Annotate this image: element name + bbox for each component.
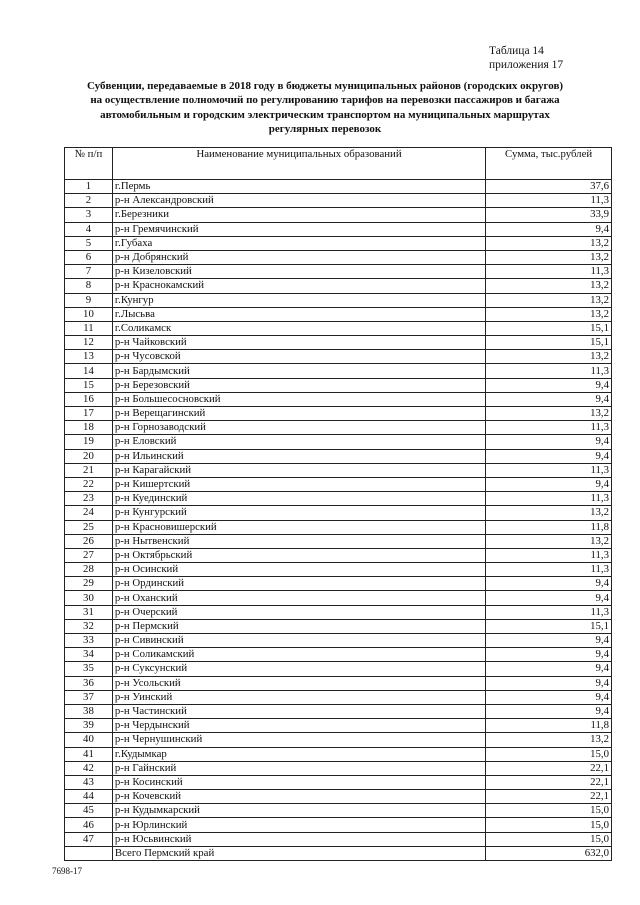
table-row bbox=[65, 548, 612, 562]
row-number: 1 bbox=[65, 180, 113, 194]
row-number: 32 bbox=[65, 619, 113, 633]
row-name: р-н Пермский bbox=[112, 619, 485, 633]
row-name: р-н Бардымский bbox=[112, 364, 485, 378]
table-row bbox=[65, 563, 612, 577]
row-name: р-н Красновишерский bbox=[112, 520, 485, 534]
row-number: 37 bbox=[65, 690, 113, 704]
table-row bbox=[65, 236, 612, 250]
row-sum: 11,3 bbox=[486, 605, 612, 619]
row-name: г.Соликамск bbox=[112, 321, 485, 335]
row-number: 4 bbox=[65, 222, 113, 236]
row-sum: 37,6 bbox=[486, 180, 612, 194]
table-row bbox=[65, 435, 612, 449]
row-sum: 11,3 bbox=[486, 364, 612, 378]
row-number: 22 bbox=[65, 477, 113, 491]
table-row bbox=[65, 605, 612, 619]
document-title bbox=[60, 79, 590, 137]
row-sum: 11,8 bbox=[486, 520, 612, 534]
title-line: Субвенции, передаваемые в 2018 году в бюджеты муниципальных районов (городских округов) bbox=[86, 80, 564, 92]
row-number: 10 bbox=[65, 307, 113, 321]
table-row bbox=[65, 378, 612, 392]
row-number: 5 bbox=[65, 236, 113, 250]
total-label: Всего Пермский край bbox=[112, 846, 485, 860]
row-name: р-н Суксунский bbox=[112, 662, 485, 676]
row-number: 40 bbox=[65, 733, 113, 747]
row-number: 19 bbox=[65, 435, 113, 449]
row-sum: 11,3 bbox=[486, 463, 612, 477]
row-sum: 9,4 bbox=[486, 676, 612, 690]
row-sum: 13,2 bbox=[486, 279, 612, 293]
row-number: 20 bbox=[65, 449, 113, 463]
table-row bbox=[65, 222, 612, 236]
row-name: р-н Березовский bbox=[112, 378, 485, 392]
table-row bbox=[65, 336, 612, 350]
row-number: 41 bbox=[65, 747, 113, 761]
row-number: 14 bbox=[65, 364, 113, 378]
row-sum: 15,1 bbox=[486, 336, 612, 350]
row-sum: 11,8 bbox=[486, 719, 612, 733]
row-sum: 11,3 bbox=[486, 194, 612, 208]
row-name: р-н Большесосновский bbox=[112, 392, 485, 406]
row-sum: 13,2 bbox=[486, 250, 612, 264]
row-name: р-н Ординский bbox=[112, 577, 485, 591]
row-name: р-н Кишертский bbox=[112, 477, 485, 491]
row-name: р-н Кунгурский bbox=[112, 506, 485, 520]
table-row bbox=[65, 208, 612, 222]
row-name: р-н Частинский bbox=[112, 704, 485, 718]
table-row bbox=[65, 293, 612, 307]
row-number: 27 bbox=[65, 548, 113, 562]
row-sum: 9,4 bbox=[486, 690, 612, 704]
table-row bbox=[65, 761, 612, 775]
table-row bbox=[65, 506, 612, 520]
table-row bbox=[65, 364, 612, 378]
row-sum: 9,4 bbox=[486, 449, 612, 463]
row-name: р-н Юсьвинский bbox=[112, 832, 485, 846]
row-sum: 9,4 bbox=[486, 648, 612, 662]
row-sum: 13,2 bbox=[486, 350, 612, 364]
row-number: 16 bbox=[65, 392, 113, 406]
row-sum: 13,2 bbox=[486, 733, 612, 747]
annex-number: приложения 17 bbox=[489, 59, 564, 71]
table-body bbox=[65, 180, 612, 861]
table-row bbox=[65, 648, 612, 662]
row-name: р-н Горнозаводский bbox=[112, 421, 485, 435]
row-number: 33 bbox=[65, 634, 113, 648]
row-number: 31 bbox=[65, 605, 113, 619]
row-number: 11 bbox=[65, 321, 113, 335]
table-row bbox=[65, 463, 612, 477]
row-name: р-н Уинский bbox=[112, 690, 485, 704]
row-name: р-н Карагайский bbox=[112, 463, 485, 477]
row-number: 28 bbox=[65, 563, 113, 577]
row-name: г.Губаха bbox=[112, 236, 485, 250]
table-row bbox=[65, 279, 612, 293]
header-name: Наименование муниципальных образований bbox=[112, 148, 485, 180]
title-line: на осуществление полномочий по регулированию тарифов на перевозки пассажиров и багажа bbox=[90, 94, 560, 107]
row-sum: 9,4 bbox=[486, 662, 612, 676]
table-row bbox=[65, 662, 612, 676]
table-row bbox=[65, 818, 612, 832]
row-sum: 11,3 bbox=[486, 265, 612, 279]
row-number: 6 bbox=[65, 250, 113, 264]
row-number: 13 bbox=[65, 350, 113, 364]
row-number: 43 bbox=[65, 775, 113, 789]
row-sum: 9,4 bbox=[486, 477, 612, 491]
row-sum: 15,0 bbox=[486, 747, 612, 761]
row-name: р-н Юрлинский bbox=[112, 818, 485, 832]
row-sum: 15,0 bbox=[486, 804, 612, 818]
row-name: р-н Чусовской bbox=[112, 350, 485, 364]
row-number: 42 bbox=[65, 761, 113, 775]
table-row bbox=[65, 307, 612, 321]
table-row bbox=[65, 407, 612, 421]
row-name: р-н Осинский bbox=[112, 563, 485, 577]
table-row bbox=[65, 194, 612, 208]
table-row bbox=[65, 350, 612, 364]
table-row bbox=[65, 690, 612, 704]
row-name: р-н Соликамский bbox=[112, 648, 485, 662]
table-row bbox=[65, 790, 612, 804]
row-name: р-н Октябрьский bbox=[112, 548, 485, 562]
table-row bbox=[65, 804, 612, 818]
title-line: автомобильным и городским электрическим транспортом на муниципальных маршрутах bbox=[100, 108, 550, 121]
row-sum: 33,9 bbox=[486, 208, 612, 222]
table-row bbox=[65, 591, 612, 605]
total-sum: 632,0 bbox=[486, 846, 612, 860]
row-name: г.Пермь bbox=[112, 180, 485, 194]
row-name: р-н Чернушинский bbox=[112, 733, 485, 747]
header-sum: Сумма, тыс.рублей bbox=[486, 148, 612, 180]
total-number-cell bbox=[65, 846, 113, 860]
row-sum: 13,2 bbox=[486, 506, 612, 520]
row-number: 24 bbox=[65, 506, 113, 520]
row-sum: 15,1 bbox=[486, 321, 612, 335]
row-name: р-н Кизеловский bbox=[112, 265, 485, 279]
row-sum: 11,3 bbox=[486, 563, 612, 577]
row-sum: 9,4 bbox=[486, 392, 612, 406]
row-sum: 13,2 bbox=[486, 236, 612, 250]
row-sum: 13,2 bbox=[486, 307, 612, 321]
row-number: 47 bbox=[65, 832, 113, 846]
row-name: р-н Кочевский bbox=[112, 790, 485, 804]
table-row bbox=[65, 520, 612, 534]
row-number: 35 bbox=[65, 662, 113, 676]
row-name: г.Кудымкар bbox=[112, 747, 485, 761]
table-number: Таблица 14 bbox=[489, 45, 544, 57]
table-reference bbox=[489, 44, 563, 72]
row-sum: 9,4 bbox=[486, 634, 612, 648]
row-sum: 11,3 bbox=[486, 421, 612, 435]
row-name: р-н Краснокамский bbox=[112, 279, 485, 293]
row-number: 45 bbox=[65, 804, 113, 818]
row-sum: 9,4 bbox=[486, 577, 612, 591]
row-number: 15 bbox=[65, 378, 113, 392]
table-row bbox=[65, 704, 612, 718]
row-number: 3 bbox=[65, 208, 113, 222]
row-name: г.Лысьва bbox=[112, 307, 485, 321]
table-row bbox=[65, 775, 612, 789]
row-sum: 11,3 bbox=[486, 548, 612, 562]
header-number: № п/п bbox=[65, 148, 113, 180]
table-row bbox=[65, 180, 612, 194]
table-row bbox=[65, 577, 612, 591]
row-name: р-н Кудымкарский bbox=[112, 804, 485, 818]
row-number: 7 bbox=[65, 265, 113, 279]
row-sum: 22,1 bbox=[486, 790, 612, 804]
row-number: 29 bbox=[65, 577, 113, 591]
row-name: г.Березники bbox=[112, 208, 485, 222]
row-number: 36 bbox=[65, 676, 113, 690]
row-sum: 13,2 bbox=[486, 293, 612, 307]
row-name: г.Кунгур bbox=[112, 293, 485, 307]
row-sum: 15,0 bbox=[486, 832, 612, 846]
table-row bbox=[65, 250, 612, 264]
title-line: регулярных перевозок bbox=[268, 123, 382, 136]
table-row bbox=[65, 449, 612, 463]
row-sum: 13,2 bbox=[486, 534, 612, 548]
row-number: 2 bbox=[65, 194, 113, 208]
row-name: р-н Ильинский bbox=[112, 449, 485, 463]
row-number: 23 bbox=[65, 492, 113, 506]
row-name: р-н Очерский bbox=[112, 605, 485, 619]
document-code: 7698-17 bbox=[52, 866, 82, 876]
table-header-row bbox=[65, 148, 612, 180]
row-name: р-н Гремячинский bbox=[112, 222, 485, 236]
table-row bbox=[65, 733, 612, 747]
table-row bbox=[65, 634, 612, 648]
row-name: р-н Сивинский bbox=[112, 634, 485, 648]
row-sum: 22,1 bbox=[486, 761, 612, 775]
row-name: р-н Чердынский bbox=[112, 719, 485, 733]
row-name: р-н Верещагинский bbox=[112, 407, 485, 421]
row-number: 18 bbox=[65, 421, 113, 435]
row-name: р-н Добрянский bbox=[112, 250, 485, 264]
row-number: 44 bbox=[65, 790, 113, 804]
table-row bbox=[65, 832, 612, 846]
table-row bbox=[65, 265, 612, 279]
row-name: р-н Гайнский bbox=[112, 761, 485, 775]
row-name: р-н Чайковский bbox=[112, 336, 485, 350]
total-row bbox=[65, 846, 612, 860]
row-number: 46 bbox=[65, 818, 113, 832]
row-sum: 15,1 bbox=[486, 619, 612, 633]
row-number: 39 bbox=[65, 719, 113, 733]
row-name: р-н Усольский bbox=[112, 676, 485, 690]
table-row bbox=[65, 421, 612, 435]
row-sum: 9,4 bbox=[486, 591, 612, 605]
row-number: 9 bbox=[65, 293, 113, 307]
table-row bbox=[65, 392, 612, 406]
row-name: р-н Нытвенский bbox=[112, 534, 485, 548]
row-number: 26 bbox=[65, 534, 113, 548]
table-row bbox=[65, 619, 612, 633]
row-number: 30 bbox=[65, 591, 113, 605]
row-number: 12 bbox=[65, 336, 113, 350]
row-name: р-н Александровский bbox=[112, 194, 485, 208]
row-name: р-н Куединский bbox=[112, 492, 485, 506]
row-sum: 13,2 bbox=[486, 407, 612, 421]
row-number: 17 bbox=[65, 407, 113, 421]
row-sum: 11,3 bbox=[486, 492, 612, 506]
table-row bbox=[65, 492, 612, 506]
row-number: 34 bbox=[65, 648, 113, 662]
table-row bbox=[65, 747, 612, 761]
row-number: 8 bbox=[65, 279, 113, 293]
subsidy-table bbox=[64, 147, 612, 861]
row-sum: 9,4 bbox=[486, 222, 612, 236]
row-name: р-н Еловский bbox=[112, 435, 485, 449]
row-number: 25 bbox=[65, 520, 113, 534]
row-name: р-н Косинский bbox=[112, 775, 485, 789]
row-sum: 9,4 bbox=[486, 378, 612, 392]
row-name: р-н Оханский bbox=[112, 591, 485, 605]
table-row bbox=[65, 719, 612, 733]
row-sum: 9,4 bbox=[486, 435, 612, 449]
row-sum: 22,1 bbox=[486, 775, 612, 789]
row-number: 38 bbox=[65, 704, 113, 718]
table-row bbox=[65, 321, 612, 335]
row-sum: 9,4 bbox=[486, 704, 612, 718]
table-row bbox=[65, 477, 612, 491]
row-sum: 15,0 bbox=[486, 818, 612, 832]
row-number: 21 bbox=[65, 463, 113, 477]
table-row bbox=[65, 676, 612, 690]
table-row bbox=[65, 534, 612, 548]
